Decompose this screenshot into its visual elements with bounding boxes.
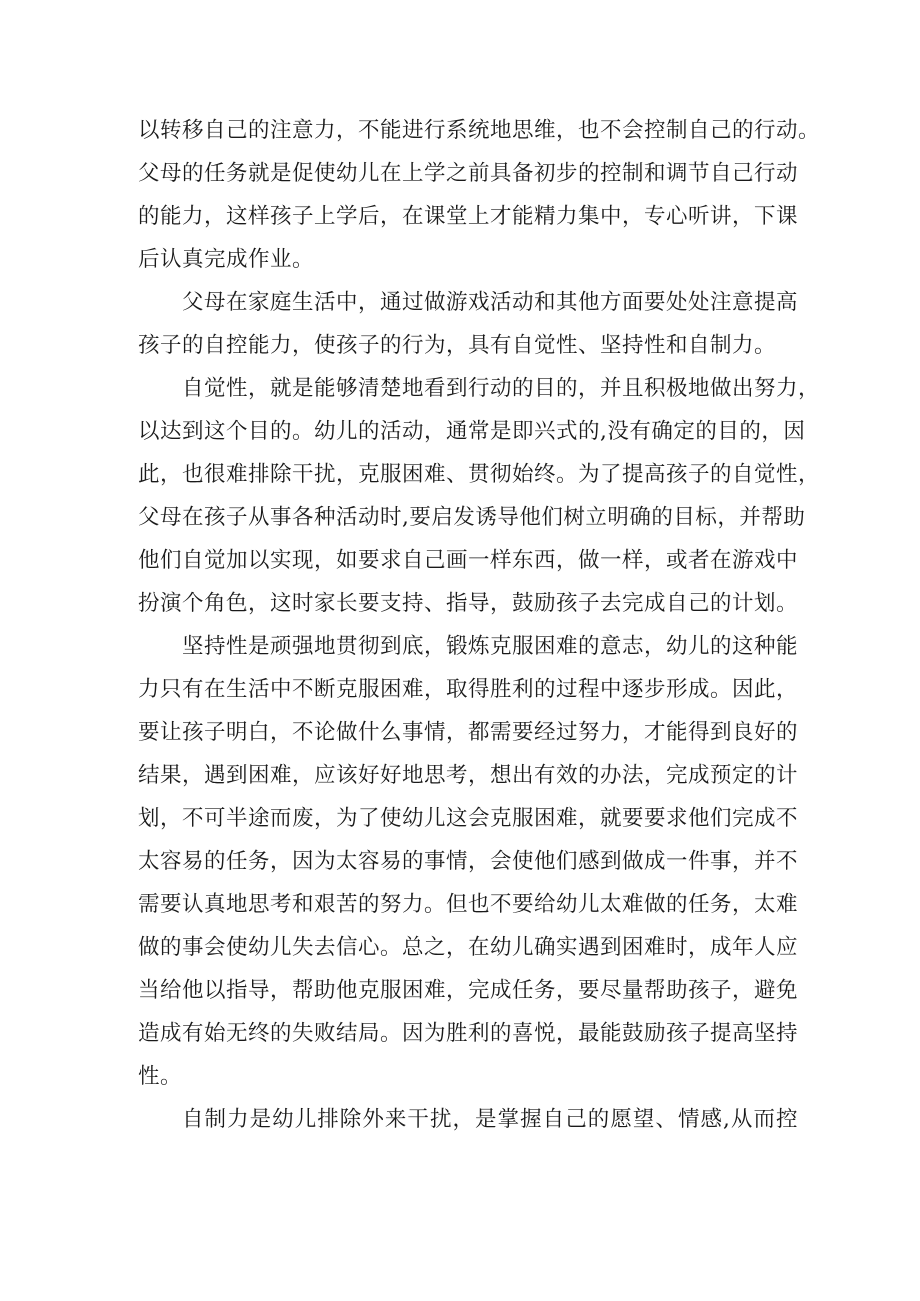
text-line: 需要认真地思考和艰苦的努力。但也不要给幼儿太难做的任务，太难	[138, 892, 799, 917]
paragraph	[138, 625, 798, 1098]
text-line: 后认真完成作业。	[138, 247, 315, 272]
text-line: 太容易的任务，因为太容易的事情，会使他们感到做成一件事，并不	[138, 849, 799, 874]
text-line: 当给他以指导，帮助他克服困难，完成任务，要尽量帮助孩子，避免	[138, 978, 799, 1003]
paragraph	[138, 109, 821, 281]
text-line: 力只有在生活中不断克服困难，取得胜利的过程中逐步形成。因此，	[138, 677, 799, 702]
body-text	[138, 109, 821, 1141]
text-line: 要让孩子明白，不论做什么事情，都需要经过努力，才能得到良好的	[138, 720, 799, 745]
paragraph	[138, 281, 798, 367]
text-line: 此，也很难排除干扰，克服困难、贯彻始终。为了提高孩子的自觉性，	[138, 462, 821, 487]
text-line: 做的事会使幼儿失去信心。总之，在幼儿确实遇到困难时，成年人应	[138, 935, 799, 960]
text-line: 性。	[138, 1064, 183, 1089]
text-line: 结果，遇到困难，应该好好地思考，想出有效的办法，完成预定的计	[138, 763, 799, 788]
text-line: 孩子的自控能力，使孩子的行为，具有自觉性、坚持性和自制力。	[138, 333, 777, 358]
paragraph	[138, 1098, 798, 1141]
text-line: 坚持性是顽强地贯彻到底，锻炼克服困难的意志，幼儿的这种能	[182, 634, 799, 659]
text-line: 划，不可半途而废，为了使幼儿这会克服困难，就要要求他们完成不	[138, 806, 799, 831]
text-line: 扮演个角色，这时家长要支持、指导，鼓励孩子去完成自己的计划。	[138, 591, 799, 616]
text-line: 父母在家庭生活中，通过做游戏活动和其他方面要处处注意提高	[182, 290, 799, 315]
paragraph	[138, 367, 821, 625]
text-line: 以转移自己的注意力，不能进行系统地思维，也不会控制自己的行动。	[138, 118, 821, 143]
text-line: 以达到这个目的。幼儿的活动，通常是即兴式的,没有确定的目的，因	[138, 419, 806, 444]
text-line: 父母的任务就是促使幼儿在上学之前具备初步的控制和调节自己行动	[138, 161, 799, 186]
text-line: 造成有始无终的失败结局。因为胜利的喜悦，最能鼓励孩子提高坚持	[138, 1021, 799, 1046]
text-line: 自觉性，就是能够清楚地看到行动的目的，并且积极地做出努力，	[182, 376, 821, 401]
text-line: 的能力，这样孩子上学后，在课堂上才能精力集中，专心听讲，下课	[138, 204, 799, 229]
text-line: 自制力是幼儿排除外来干扰，是掌握自己的愿望、情感,从而控	[182, 1107, 798, 1132]
text-line: 父母在孩子从事各种活动时,要启发诱导他们树立明确的目标，并帮助	[138, 505, 806, 530]
text-line: 他们自觉加以实现，如要求自己画一样东西，做一样，或者在游戏中	[138, 548, 799, 573]
